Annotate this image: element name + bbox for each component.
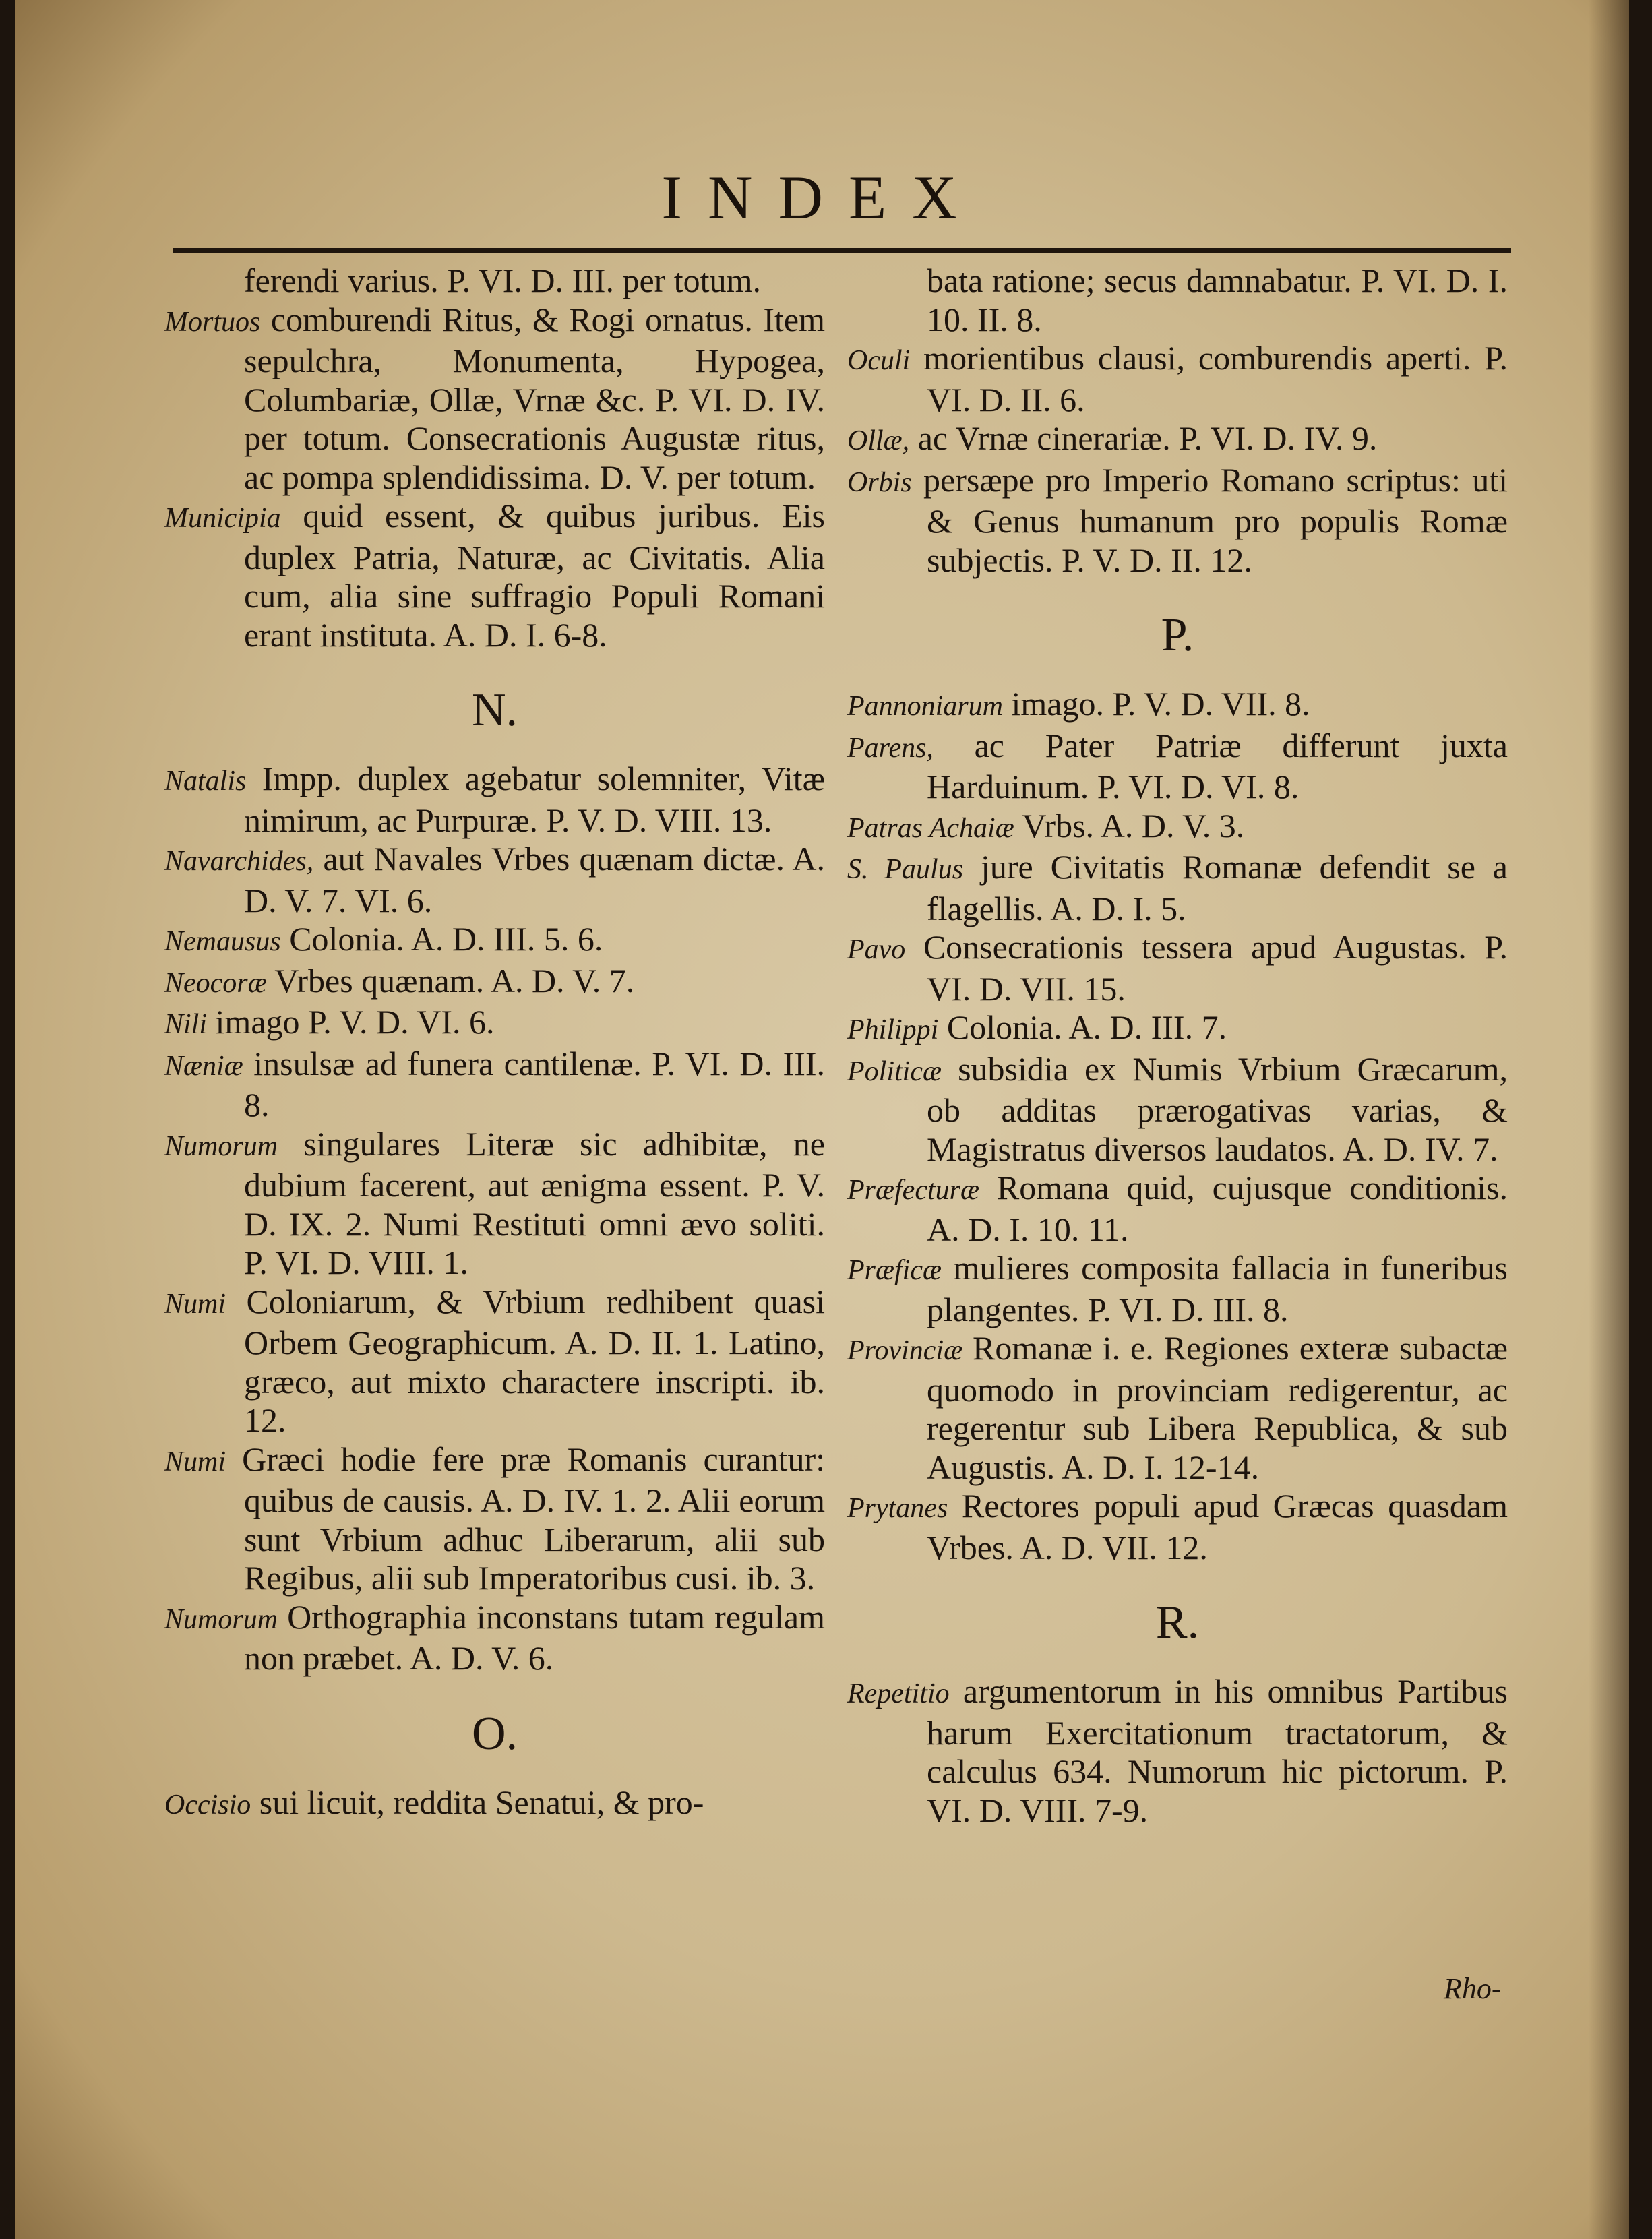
entry-headword: Politicæ [847, 1055, 942, 1087]
entry-headword: Parens, [847, 732, 934, 764]
entry-text: singulares Literæ sic adhibitæ, ne dubium facerent, aut ænigma essent. P. V. D. IX. 2. Numi Restituti omni ævo soliti. P. VI. D. VIII. 1. [244, 1124, 825, 1281]
entry-text: mulieres composita fallacia in funeribus plangentes. P. VI. D. III. 8. [927, 1249, 1508, 1328]
entry-text: aut Navales Vrbes quænam dictæ. A. D. V. 7. VI. 6. [244, 840, 825, 919]
entry-text: ac Vrnæ cinerariæ. P. VI. D. IV. 9. [909, 419, 1378, 457]
index-entry [847, 1050, 1508, 1169]
book-page [15, 0, 1629, 2239]
entry-text: imago. P. V. D. VII. 8. [1003, 685, 1310, 723]
entry-headword: Præficæ [847, 1255, 942, 1286]
entry-text: persæpe pro Imperio Romano scriptus: uti & Genus humanum pro populis Romæ subjectis. P. V. D. II. 12. [911, 460, 1508, 579]
section-letter: P. [1161, 609, 1194, 661]
entry-headword: Repetitio [847, 1678, 950, 1709]
entry-headword: Pavo [847, 934, 906, 965]
index-entry [847, 339, 1508, 419]
entry-text: comburendi Ritus, & Rogi ornatus. Item sepulchra, Monumenta, Hypogea, Columbariæ, Ollæ, Vrnæ &c. P. VI. D. IV. per totum. Consecrationis Augustæ ritus, ac pompa splendidissima. D. V. per totum. [244, 300, 825, 496]
entry-text: morientibus clausi, comburendis aperti. P. VI. D. II. 6. [910, 339, 1508, 419]
entry-text: Rectores populi apud Græcas quasdam Vrbes. A. D. VII. 12. [927, 1487, 1508, 1566]
index-entry [164, 1003, 825, 1045]
section-letter: N. [471, 684, 518, 736]
entry-headword: Præfecturæ [847, 1175, 979, 1206]
header-rule [173, 248, 1511, 253]
right-column [847, 262, 1508, 1830]
entry-text: Consecrationis tessera apud Augustas. P. VI. D. VII. 15. [905, 928, 1508, 1008]
entry-headword: Oculi [847, 345, 911, 376]
index-entry [164, 497, 825, 654]
page-header: INDEX [661, 163, 983, 232]
index-entry [164, 1125, 825, 1283]
entry-text: Coloniarum, & Vrbium redhibent quasi Orbem Geographicum. A. D. II. 1. Latino, græco, aut mixto charactere inscripti. ib. 12. [226, 1282, 825, 1439]
index-entry [164, 1783, 825, 1825]
section-letter: O. [471, 1707, 518, 1760]
entry-text: ac Pater Patriæ differunt juxta Harduinum. P. VI. D. VI. 8. [927, 726, 1508, 805]
index-entry [847, 848, 1508, 928]
entry-text: Vrbes quænam. A. D. V. 7. [266, 961, 635, 1000]
entry-text: subsidia ex Numis Vrbium Græcarum, ob additas prærogativas varias, & Magistratus diversos laudatos. A. D. IV. 7. [927, 1049, 1508, 1168]
left-column [164, 262, 825, 1824]
entry-headword: Ollæ, [847, 425, 910, 456]
entry-text: Vrbs. A. D. V. 3. [1014, 806, 1245, 845]
entry-headword: Prytanes [847, 1493, 948, 1524]
entry-headword: Næniæ [164, 1050, 243, 1082]
entry-headword: Numorum [164, 1603, 278, 1635]
index-entry [164, 301, 825, 497]
index-entry [847, 1249, 1508, 1329]
index-entry [847, 1329, 1508, 1487]
entry-headword: Nemausus [164, 926, 281, 957]
entry-headword: Occisio [164, 1789, 251, 1820]
entry-headword: Municipia [164, 503, 281, 534]
entry-text: sui licuit, reddita Senatui, & pro- [251, 1783, 704, 1821]
entry-text: bata ratione; secus damnabatur. P. VI. D. I. 10. II. 8. [927, 262, 1508, 338]
entry-headword: Navarchides, [164, 846, 314, 877]
index-entry [847, 928, 1508, 1008]
entry-text: Colonia. A. D. III. 5. 6. [280, 920, 603, 958]
index-entry [164, 962, 825, 1004]
entry-headword: Philippi [847, 1014, 939, 1045]
index-entry [847, 262, 1508, 339]
entry-text: jure Civitatis Romanæ defendit se a flagellis. A. D. I. 5. [927, 848, 1508, 927]
entry-text: Colonia. A. D. III. 7. [938, 1008, 1227, 1046]
index-entry [847, 685, 1508, 727]
entry-headword: Numi [164, 1446, 226, 1477]
entry-text: Orthographia inconstans tutam regulam non præbet. A. D. V. 6. [244, 1597, 825, 1677]
index-entry [164, 1045, 825, 1125]
index-entry [847, 461, 1508, 580]
entry-text: insulsæ ad funera cantilenæ. P. VI. D. III. 8. [243, 1044, 825, 1124]
entry-headword: Numi [164, 1288, 226, 1320]
entry-text: quid essent, & quibus juribus. Eis duplex Patria, Naturæ, ac Civitatis. Alia cum, alia sine suffragio Populi Romani erant instituta. A. D. I. 6-8. [244, 497, 825, 654]
entry-headword: Mortuos [164, 306, 261, 338]
index-entry [164, 1440, 825, 1598]
entry-text: Græci hodie fere præ Romanis curantur: quibus de causis. A. D. IV. 1. 2. Alii eorum sunt Vrbium adhuc Liberarum, alii sub Regibus, alii sub Imperatoribus cusi. ib. 3. [226, 1440, 825, 1597]
entry-text: Romana quid, cujusque conditionis. A. D. I. 10. 11. [927, 1169, 1508, 1248]
index-entry [164, 840, 825, 920]
entry-text: argumentorum in his omnibus Partibus harum Exercitationum tractatorum, & calculus 634. Numorum hic pictorum. P. VI. D. VIII. 7-9. [927, 1672, 1508, 1829]
entry-headword: Patras Achaiæ [847, 812, 1014, 844]
index-entry [847, 807, 1508, 849]
entry-headword: Pannoniarum [847, 691, 1003, 722]
entry-headword: Neocoræ [164, 967, 267, 999]
entry-headword: Nili [164, 1009, 208, 1040]
index-entry [847, 1008, 1508, 1050]
entry-text: Impp. duplex agebatur solemniter, Vitæ nimirum, ac Purpuræ. P. V. D. VIII. 13. [244, 760, 825, 839]
index-entry [164, 1598, 825, 1678]
index-entry [164, 760, 825, 840]
entry-headword: Provinciæ [847, 1335, 963, 1366]
section-letter: R. [1155, 1597, 1200, 1649]
entry-text: imago P. V. D. VI. 6. [207, 1003, 495, 1041]
entry-headword: Orbis [847, 466, 912, 498]
entry-text: Romanæ i. e. Regiones exteræ subactæ quomodo in provinciam redigerentur, ac regerentur sub Libera Republica, & sub Augustis. A. D. I. 12-14. [927, 1329, 1508, 1486]
entry-headword: Natalis [164, 766, 247, 797]
entry-headword: S. Paulus [847, 854, 964, 885]
index-entry [164, 1283, 825, 1440]
index-entry [164, 920, 825, 962]
entry-headword: Numorum [164, 1130, 278, 1162]
index-entry [847, 419, 1508, 461]
catchword: Rho- [1444, 1972, 1502, 2005]
index-entry [847, 727, 1508, 807]
index-entry [847, 1672, 1508, 1830]
index-entry [847, 1169, 1508, 1249]
entry-text: ferendi varius. P. VI. D. III. per totum. [244, 262, 761, 299]
index-entry [847, 1487, 1508, 1567]
index-entry [164, 262, 825, 301]
